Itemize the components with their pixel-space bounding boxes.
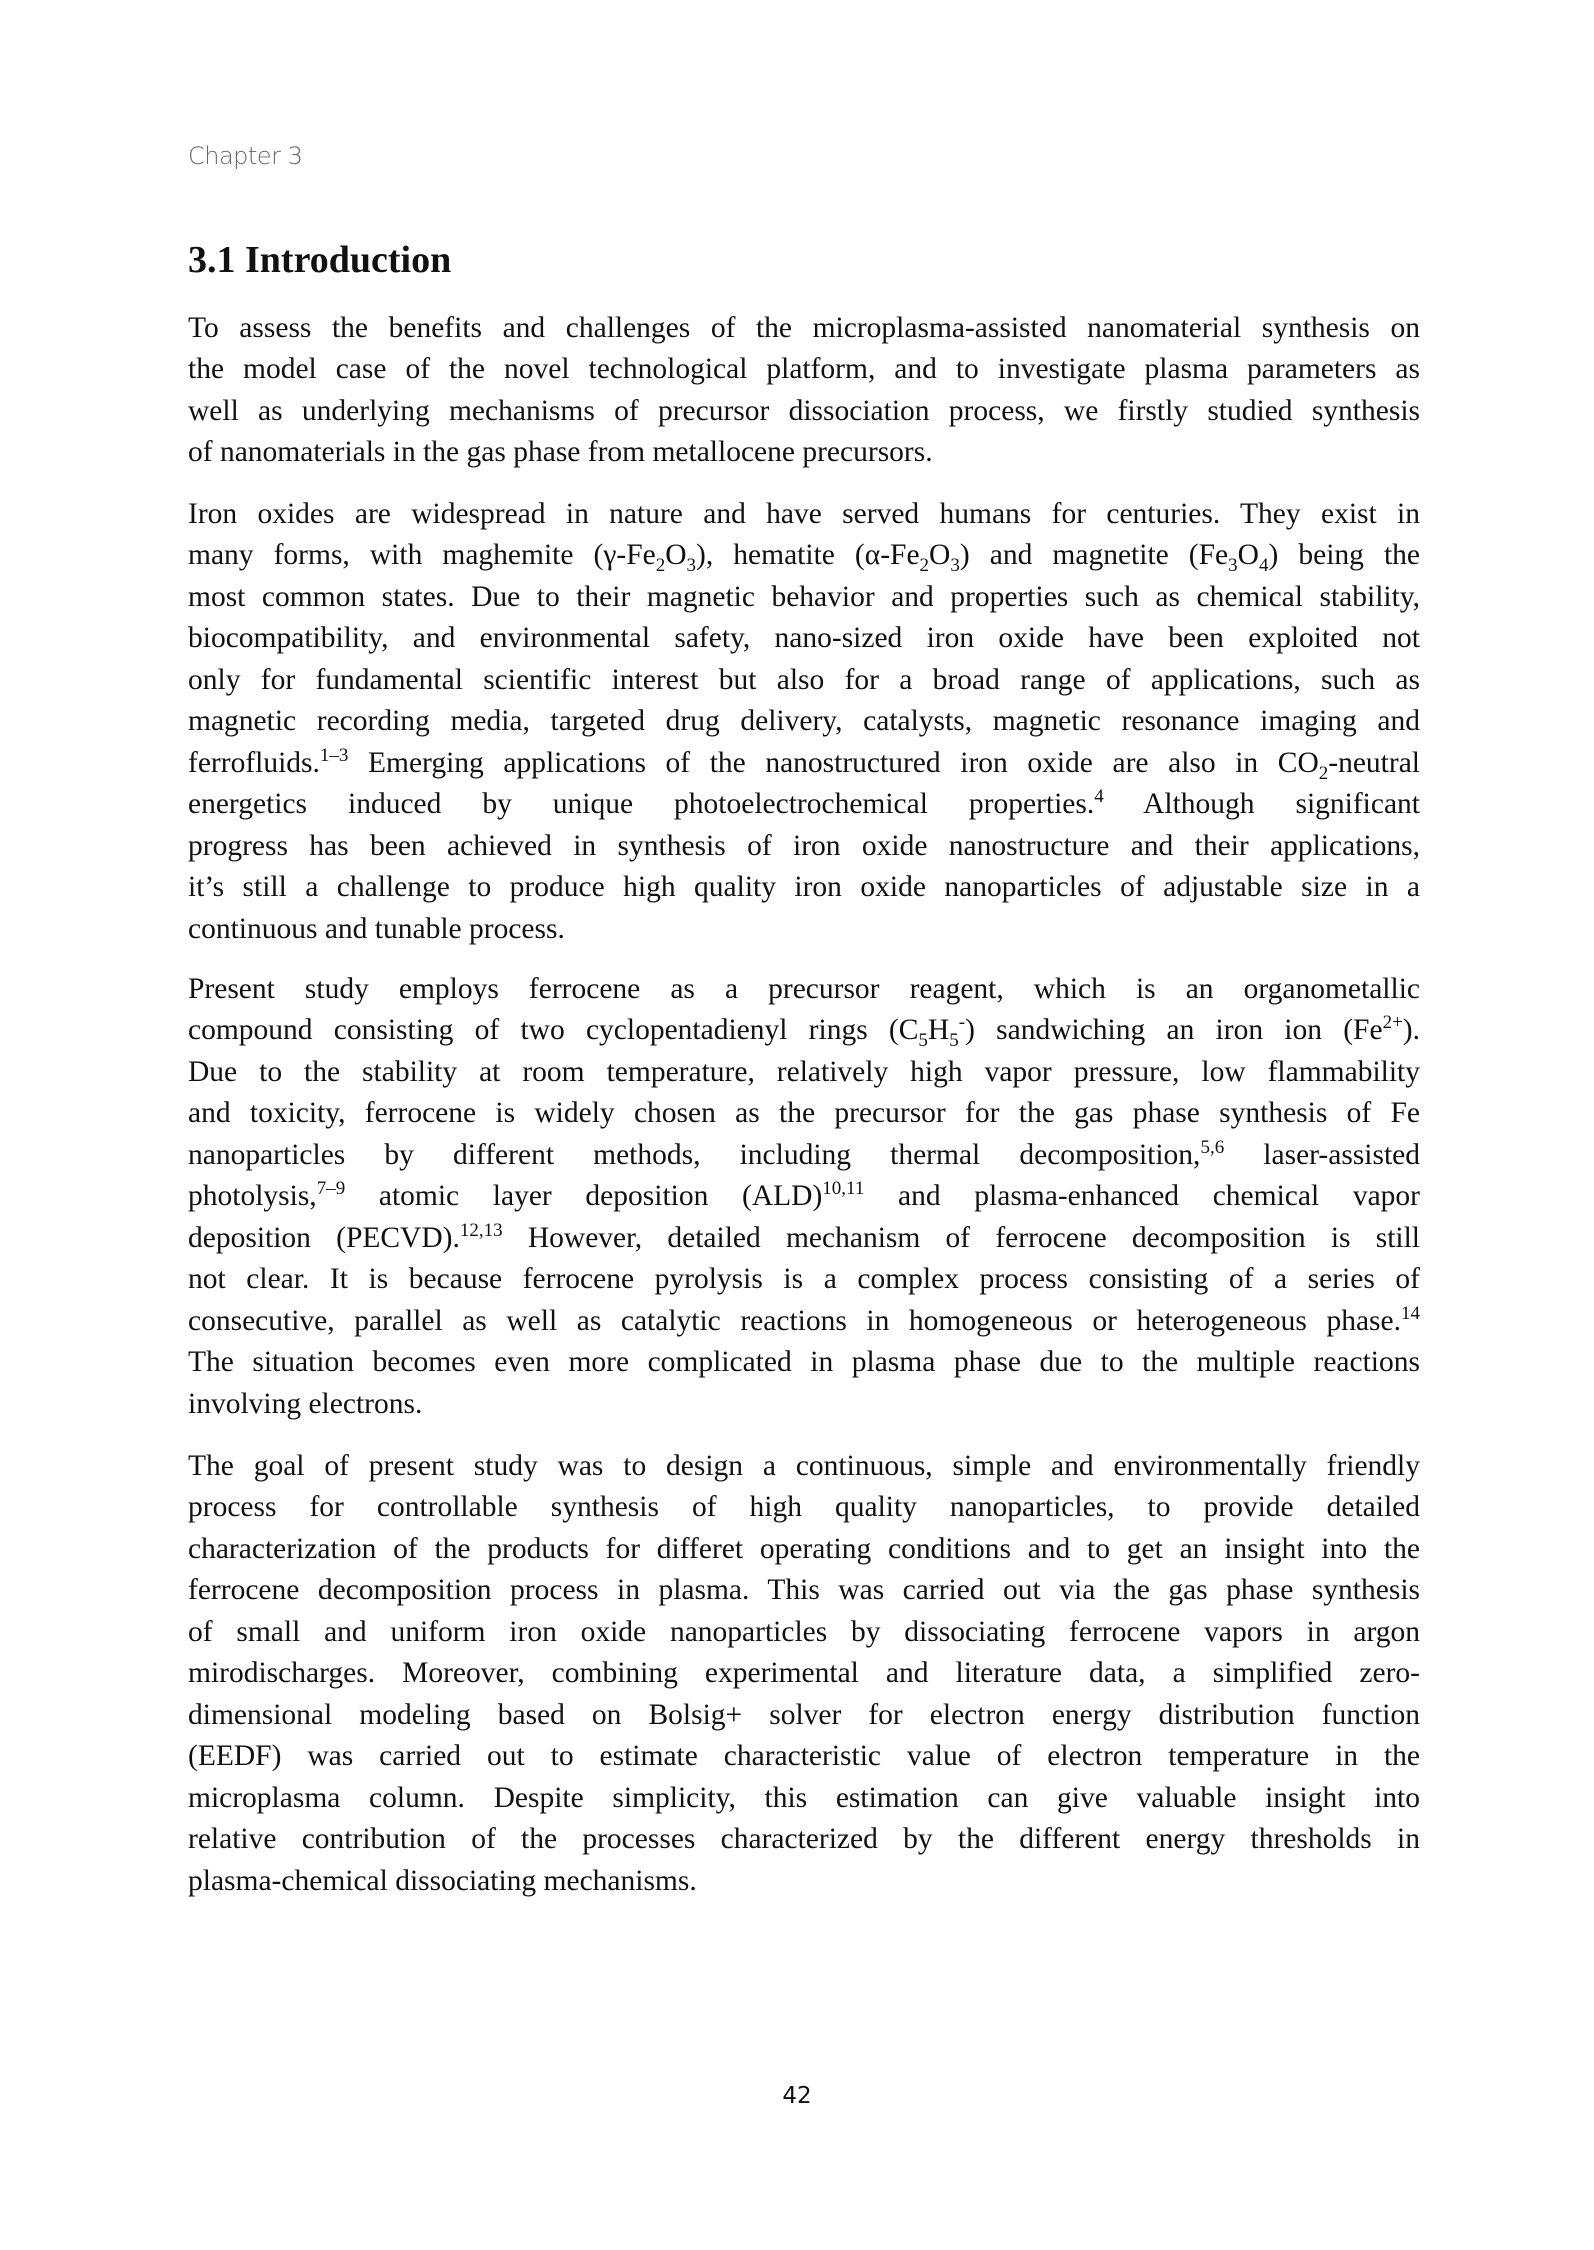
paragraph-3-line: photolysis,$^{7-9}$ atomic layer deposition (ALD)$^{10,11}$ and plasma-enhanced chemical vapor [188, 1178, 1421, 1213]
paragraph-2-line: Iron oxides are widespread in nature and have served humans for centuries. They exist in [188, 498, 1420, 530]
superscript: 5,6 [1200, 1136, 1225, 1158]
paragraph-3-line: The situation becomes even more complicated in plasma phase due to the multiple reactions [188, 1346, 1420, 1379]
paragraph-1-line: To assess the benefits and challenges of the microplasma-assisted nanomaterial synthesis on [188, 312, 1420, 344]
paragraph-2-line: most common states. Due to their magnetic behavior and properties such as chemical stability, [188, 580, 1420, 613]
paragraph-4-line: relative contribution of the processes characterized by the different energy thresholds in [188, 1823, 1420, 1856]
superscript: 10,11 [822, 1178, 865, 1200]
superscript: - [958, 1012, 966, 1034]
subscript: 5 [918, 1030, 928, 1052]
paragraph-3-line: involving electrons. [188, 1387, 423, 1420]
paragraph-2-line: it’s still a challenge to produce high quality iron oxide nanoparticles of adjustable size in a [188, 871, 1420, 904]
paragraph-2-line: magnetic recording media, targeted drug delivery, catalysts, magnetic resonance imaging and [188, 705, 1420, 738]
paragraph-4-line: characterization of the products for differet operating conditions and to get an insight into the [188, 1532, 1420, 1565]
paragraph-2-line: only for fundamental scientific interest but also for a broad range of applications, such as [188, 663, 1420, 696]
paragraph-1-line: the model case of the novel technological platform, and to investigate plasma parameters as [188, 353, 1420, 386]
paragraph-2-line: energetics induced by unique photoelectrochemical properties.$^4$ Although significant [188, 786, 1420, 821]
paragraph-2-line: continuous and tunable process. [188, 912, 565, 945]
paragraph-3-line: Due to the stability at room temperature, relatively high vapor pressure, low flammability [188, 1055, 1420, 1088]
subscript: 2 [919, 555, 930, 577]
paragraph-3-line: compound consisting of two cyclopentadienyl rings $(C_5H_5^-)$ sandwiching an iron ion $(Fe^{2+})$. [188, 1012, 1420, 1052]
paragraph-4-line: mirodischarges. Moreover, combining experimental and literature data, a simplified zero- [188, 1657, 1420, 1690]
paragraph-1-line: of nanomaterials in the gas phase from metallocene precursors. [188, 436, 933, 469]
paragraph-3-line: consecutive, parallel as well as catalytic reactions in homogeneous or heterogeneous phase.$^{14}$ [188, 1302, 1420, 1337]
paragraph-3-line: not clear. It is because ferrocene pyrolysis is a complex process consisting of a series of [188, 1263, 1420, 1296]
paragraph-3-line: Present study employs ferrocene as a precursor reagent, which is an organometallic [188, 973, 1420, 1005]
paragraph-3-line: nanoparticles by different methods, including thermal decomposition,$^{5,6}$ laser-assisted [188, 1136, 1420, 1171]
superscript: 7–9 [316, 1178, 346, 1200]
subscript: 2 [1318, 762, 1329, 784]
superscript: 4 [1094, 786, 1104, 808]
subscript: 4 [1258, 555, 1269, 577]
superscript: 12,13 [459, 1219, 503, 1241]
page-number: 42 [782, 2083, 812, 2109]
subscript: 3 [1228, 555, 1238, 577]
paragraph-2-line: progress has been achieved in synthesis of iron oxide nanostructure and their applications, [188, 829, 1420, 862]
subscript: 3 [950, 555, 960, 577]
chapter-header: Chapter 3 [188, 142, 303, 170]
paragraph-4-line: microplasma column. Despite simplicity, this estimation can give valuable insight into [188, 1781, 1420, 1814]
paragraph-2-line: biocompatibility, and environmental safety, nano-sized iron oxide have been exploited not [188, 622, 1420, 655]
superscript: 1–3 [319, 744, 349, 766]
superscript: 14 [1401, 1302, 1420, 1324]
paragraph-4-line: process for controllable synthesis of high quality nanoparticles, to provide detailed [188, 1491, 1420, 1524]
subscript: 2 [655, 555, 666, 577]
paragraph-1-line: well as underlying mechanisms of precursor dissociation process, we firstly studied synthesis [188, 394, 1420, 427]
paragraph-4-line: The goal of present study was to design a continuous, simple and environmentally friendly [188, 1450, 1420, 1482]
paragraph-2-line: many forms, with maghemite $(\gamma-Fe_2O_3)$, hematite $(\alpha-Fe_2O_3)$ and magnetite $(Fe_3O_4)$ being the [188, 539, 1420, 577]
paragraph-4-line: ferrocene decomposition process in plasma. This was carried out via the gas phase synthesis [188, 1574, 1420, 1607]
paragraph-4-line: of small and uniform iron oxide nanoparticles by dissociating ferrocene vapors in argon [188, 1615, 1420, 1648]
subscript: 3 [686, 555, 697, 577]
subscript: 5 [949, 1030, 959, 1052]
paragraph-2-line: ferrofluids.$^{1-3}$ Emerging applications of the nanostructured iron oxide are also in $CO_2$-neutral [188, 744, 1420, 784]
superscript: 2+ [1382, 1012, 1403, 1034]
paragraph-4-line: plasma-chemical dissociating mechanisms. [188, 1864, 697, 1897]
paragraph-3-line: deposition (PECVD).$^{12,13}$ However, detailed mechanism of ferrocene decomposition is still [188, 1219, 1420, 1254]
section-heading: 3.1 Introduction [188, 239, 452, 281]
paragraph-4-line: (EEDF) was carried out to estimate characteristic value of electron temperature in the [188, 1740, 1420, 1773]
paragraph-4-line: dimensional modeling based on Bolsig+ solver for electron energy distribution function [188, 1698, 1420, 1731]
paragraph-3-line: and toxicity, ferrocene is widely chosen as the precursor for the gas phase synthesis of Fe [188, 1097, 1420, 1130]
